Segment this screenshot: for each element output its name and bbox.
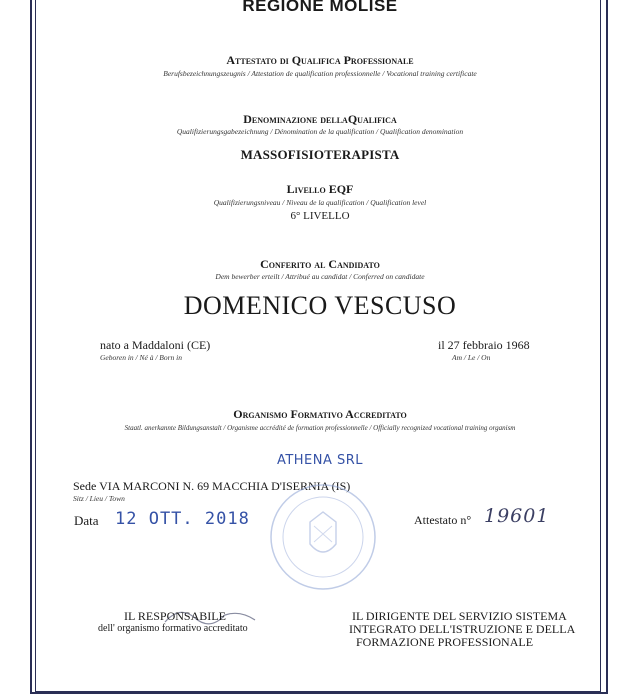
- birthplace-translations: Geboren in / Né à / Born in: [100, 353, 183, 362]
- right-signature-line2: INTEGRATO DELL'ISTRUZIONE E DELLA: [349, 622, 576, 636]
- address-translations: Sitz / Lieu / Town: [73, 494, 125, 503]
- region-title: REGIONE MOLISE: [242, 0, 398, 15]
- candidate-name: DOMENICO VESCUSO: [183, 291, 457, 320]
- left-signature-title: IL RESPONSABILE: [124, 609, 226, 623]
- date-label: Data: [74, 513, 99, 528]
- birthdate-translations: Am / Le / On: [452, 353, 491, 362]
- certificate-title-translations: Berufsbezeichnungszeugnis / Attestation de qualification professionnelle / Vocational training certificate: [163, 69, 477, 78]
- official-seal: [268, 482, 378, 592]
- attestato-number: 19601: [484, 505, 550, 527]
- birthdate: il 27 febbraio 1968: [438, 338, 530, 352]
- eqf-value: 6° LIVELLO: [290, 210, 350, 222]
- certificate-title: Attestato di Qualifica Professionale: [226, 53, 414, 67]
- eqf-heading: Livello EQF: [286, 182, 354, 196]
- attestato-label: Attestato n°: [414, 513, 472, 527]
- qualification-heading-translations: Qualifizierungsgabezeichnung / Dénomination de la qualification / Qualification denomination: [176, 127, 464, 136]
- organism-name: ATHENA SRL: [276, 453, 364, 468]
- qualification-value: MASSOFISIOTERAPISTA: [240, 147, 400, 162]
- date-stamp: 12 OTT. 2018: [115, 509, 250, 529]
- right-signature-line1: IL DIRIGENTE DEL SERVIZIO SISTEMA: [352, 609, 567, 623]
- birthplace: nato a Maddaloni (CE): [100, 338, 211, 352]
- qualification-heading: Denominazione dellaQualifica: [243, 112, 397, 126]
- eqf-heading-translations: Qualifizierungsniveau / Niveau de la qualification / Qualification level: [213, 198, 427, 207]
- left-signature-subtitle: dell' organismo formativo accreditato: [98, 623, 248, 634]
- right-signature-line3: FORMAZIONE PROFESSIONALE: [356, 635, 534, 649]
- organism-address: Sede VIA MARCONI N. 69 MACCHIA D'ISERNIA (IS): [73, 479, 351, 493]
- organism-heading: Organismo Formativo Accreditato: [233, 407, 407, 421]
- organism-heading-translations: Staatl. anerkannte Bildungsanstalt / Organisme accrédité de formation professionnelle / Officially recognized vocational training organism: [124, 424, 516, 432]
- candidate-heading-translations: Dem bewerber erteilt / Attribué au candidat / Conferred on candidate: [215, 272, 425, 281]
- candidate-heading: Conferito al Candidato: [260, 257, 380, 271]
